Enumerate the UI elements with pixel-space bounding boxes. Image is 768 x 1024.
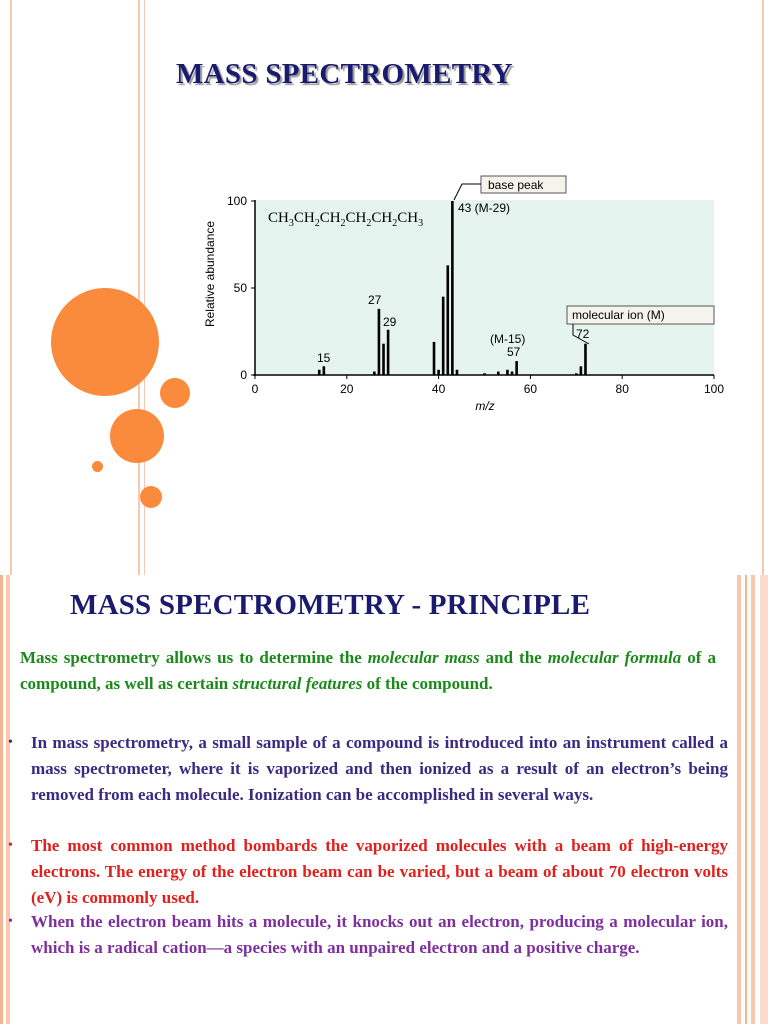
spectrum-bar-mz-56 — [511, 372, 514, 375]
y-tick-label: 0 — [240, 368, 247, 382]
molecular-ion-callout: molecular ion (M) — [572, 308, 665, 322]
slide-title: MASS SPECTROMETRY - PRINCIPLE — [70, 589, 591, 621]
intro-paragraph: Mass spectrometry allows us to determine the molecular mass and the molecular formula of a compound, as well as certain structural features of the compound. — [20, 648, 716, 693]
y-tick-label: 50 — [233, 281, 247, 295]
spectrum-bar-mz-70 — [575, 373, 578, 375]
bullet-marker: • — [8, 735, 13, 750]
spectrum-bar-mz-39 — [433, 342, 436, 375]
decor-circle-large — [51, 288, 159, 396]
peak-label-27: 27 — [368, 293, 382, 307]
x-axis-label: m/z — [475, 399, 495, 413]
base-peak-callout: base peak — [488, 178, 544, 192]
plot-background — [255, 200, 714, 374]
decor-stripe — [760, 575, 768, 1024]
spectrum-bar-mz-71 — [580, 366, 583, 375]
decor-circle-small — [92, 461, 103, 472]
decor-circle — [160, 378, 190, 408]
y-axis-label: Relative abundance — [203, 220, 217, 328]
spectrum-bar-mz-29 — [387, 330, 390, 375]
spectrum-bar-mz-55 — [506, 370, 509, 375]
peak-label-29: 29 — [383, 315, 397, 329]
decor-stripe — [6, 575, 10, 1024]
spectrum-bar-mz-50 — [483, 373, 486, 375]
x-tick-label: 100 — [703, 382, 725, 396]
bullet-marker: • — [8, 914, 13, 929]
spectrum-bar-mz-15 — [323, 366, 326, 375]
spectrum-bar-mz-43 — [451, 201, 454, 375]
bullet-text: When the electron beam hits a molecule, it knocks out an electron, producing a molecular ion, which is a radical cation—a species with an unpaired electron and a positive charge. — [31, 912, 728, 957]
bullet-marker: • — [8, 838, 13, 853]
decor-line — [762, 0, 764, 575]
spectrum-bar-mz-72 — [584, 344, 587, 375]
spectrum-bar-mz-14 — [318, 370, 321, 375]
spectrum-bar-mz-53 — [497, 372, 500, 375]
x-tick-label: 20 — [340, 382, 354, 396]
decor-circle — [140, 486, 162, 508]
spectrum-bar-mz-40 — [437, 370, 440, 375]
decor-line — [10, 0, 12, 575]
spectrum-bar-mz-26 — [373, 372, 376, 375]
formula-label: $CH_3CH_2CH_2CH_2CH_2CH_3$ — [268, 210, 424, 229]
y-tick-label: 100 — [226, 194, 247, 208]
decor-circle — [110, 409, 164, 463]
spectrum-bar-mz-57 — [515, 361, 518, 375]
peak-label-m15: (M-15) — [490, 332, 526, 346]
peak-label-72: 72 — [576, 327, 590, 341]
spectrum-bar-mz-27 — [378, 309, 381, 375]
peak-label-57: 57 — [507, 345, 521, 359]
bullet-text: In mass spectrometry, a small sample of a compound is introduced into an instrument called a mass spectrometer, where it is vaporized and then ionized as a result of an electron’s being removed from each molecule. Ionization can be accomplished in several ways. — [31, 733, 728, 804]
base-peak-pointer — [454, 184, 481, 200]
spectrum-bar-mz-42 — [446, 265, 449, 375]
x-tick-label: 0 — [251, 382, 259, 396]
decor-stripe — [751, 575, 755, 1024]
peak-label-15: 15 — [317, 351, 331, 365]
spectrum-bar-mz-41 — [442, 297, 445, 375]
decor-stripe — [737, 575, 741, 1024]
mass-spectrum-chart — [190, 170, 750, 430]
bullet-text: The most common method bombards the vaporized molecules with a beam of high-energy electrons. The energy of the electron beam can be varied, but a beam of about 70 electron volts (eV) is commonly used. — [31, 836, 728, 907]
x-tick-label: 80 — [615, 382, 629, 396]
decor-stripe — [0, 575, 3, 1024]
x-tick-label: 60 — [523, 382, 538, 396]
decor-stripe — [745, 575, 747, 1024]
slide-title: MASS SPECTROMETRY — [176, 58, 513, 90]
spectrum-bar-mz-28 — [382, 344, 385, 375]
x-tick-label: 40 — [431, 382, 446, 396]
peak-label-43: 43 (M-29) — [458, 201, 511, 215]
slide-principle — [0, 575, 768, 1024]
spectrum-bar-mz-44 — [456, 370, 459, 375]
decor-line — [138, 0, 140, 575]
